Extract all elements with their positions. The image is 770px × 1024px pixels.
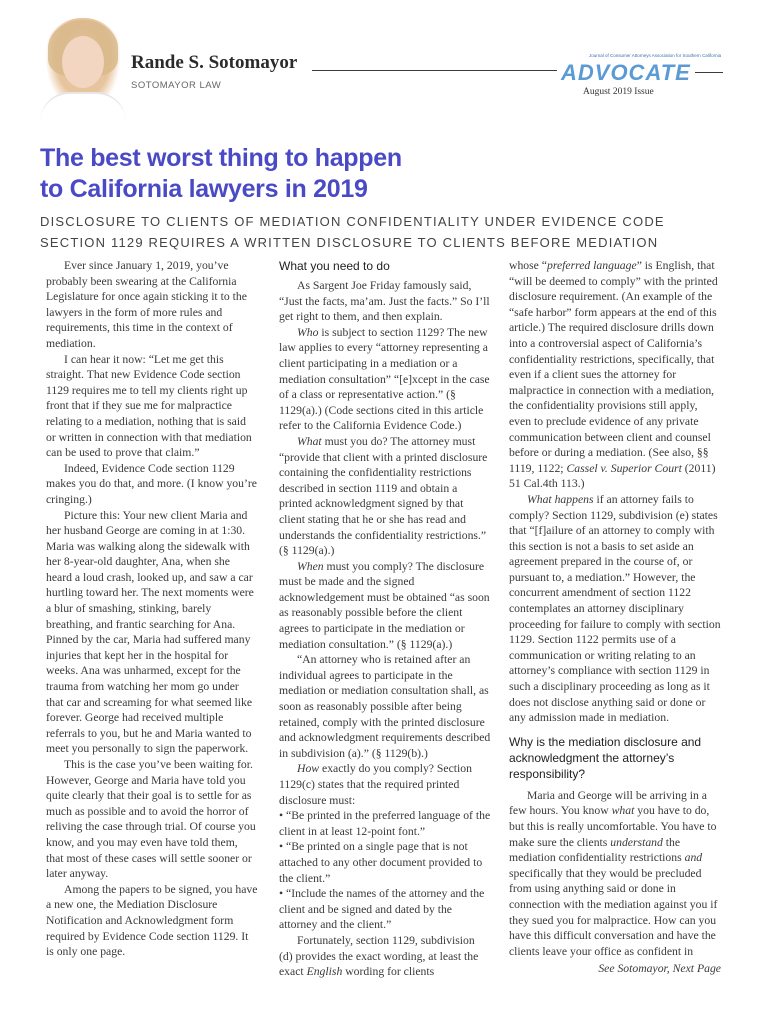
emphasis: When (297, 559, 324, 573)
headline-line: to California lawyers in 2019 (40, 175, 368, 203)
paragraph-text: Fortunately, section 1129, subdivision (d) provides the exact wording, at least the exact (279, 933, 479, 979)
paragraph (509, 788, 721, 960)
continued-link[interactable]: See Sotomayor, Next Page (598, 962, 721, 976)
paragraph: Indeed, Evidence Code section 1129 makes you do that, and more. (I know you’re cringing.) (46, 461, 257, 506)
paragraph-text: (2011) 51 Cal.4th 113.) (509, 461, 716, 491)
paragraph-text: the mediation confidentiality restrictions (509, 835, 685, 865)
paragraph-text: specifically that they would be precluded from using anything said or done in connection with the mediation against you if they sued you for malpractice. How can you have this difficult conversation and have the clients leave your office as confident in (509, 866, 718, 958)
author-photo-face (62, 36, 104, 88)
section-heading: What you need to do (279, 259, 390, 273)
paragraph-text: whose “ (509, 259, 547, 272)
paragraph (509, 492, 721, 726)
emphasis: What happens (527, 492, 594, 506)
article-column-1 (46, 258, 258, 960)
paragraph (279, 434, 491, 559)
paragraph: Picture this: Your new client Maria and her husband George are coming in at 1:30. Maria was walking along the sidewalk with her 8-year-old daughter, Ana, when she heard a loud crash, looked up, and saw a car hurtling toward her. The next moments were a blur of smashing, stinking, barely breathing, and frantic searching for Ana. Pinned by the car, Maria had suffered many injuries that kept her in the hospital for weeks. Ana was unharmed, except for the trauma from watching her mom go under that car and screaming for what seemed like forever. George had received multiple referrals to you, but he and Maria wanted to meet you personally to sign the paperwork. (46, 508, 254, 756)
paragraph-text: must you do? The attorney must “provide that client with a printed disclosure containing the confidentiality restrictions described in section 1119 and obtain a printed acknowledgment signed by that client stating that he or she has read and understands the confidentiality restrictions.” (§ 1129(a).) (279, 434, 488, 558)
emphasis: and (684, 851, 703, 865)
emphasis: English (306, 965, 343, 979)
article-column-3 (509, 258, 721, 977)
paragraph (509, 258, 721, 492)
emphasis: preferred language (546, 259, 637, 272)
paragraph-text: you have to do, but this is really uncomfortable. You have to make sure the clients (509, 804, 717, 849)
paragraph: As Sargent Joe Friday famously said, “Just the facts, ma’am. Just the facts.” So I’ll get right to them, and then explain. (279, 279, 490, 324)
author-org: SOTOMAYOR LAW (131, 80, 222, 91)
emphasis: What (297, 434, 322, 448)
emphasis: understand (610, 835, 663, 849)
paragraph-text: is subject to section 1129? The new law applies to every “attorney representing a client participating in a mediation or a mediation consultation” “[e]xcept in the case of a class or representative action.” (§ 1129(a).) (Code sections cited in this article refer to the California Evidence Code.) (279, 325, 490, 433)
paragraph-text: must you comply? The disclosure must be made and the signed acknowledgement must be obtained “as soon as reasonably possible before the client agrees to participate in the mediation or mediation consultation.” (§ 1129(a).) (279, 559, 490, 651)
paragraph-text: Maria and George will be arriving in a few hours. You know (509, 788, 707, 818)
author-photo (40, 18, 126, 120)
subhead-line: SECTION 1129 REQUIRES A WRITTEN DISCLOSURE TO CLIENTS BEFORE MEDIATION (40, 235, 659, 250)
author-photo-shoulders (40, 92, 126, 122)
paragraph-text: ” is English, that “will be deemed to comply” with the printed disclosure requirement. (An example of the “safe harbor” form appears at the end of this article.) The required disclosure drills down into a controversial aspect of California’s confidentiality restrictions, specifically, that even if a client sues the attorney for malpractice in connection with a mediation, the confidentiality provisions still apply, even to preclude evidence of any private communication between client and counsel before or during a mediation. (See also, §§ 1119, 1122; (509, 259, 718, 475)
bullet-item: • “Be printed on a single page that is not attached to any other document provided to the client.” (279, 840, 483, 885)
paragraph (279, 325, 491, 434)
author-rule (312, 70, 557, 71)
publication-tagline: Journal of Consumer Attorneys Association for Southern California (589, 53, 722, 58)
paragraph-text: if an attorney fails to comply? Section 1129, subdivision (e) states that “[f]ailure of an attorney to comply with this section is not a basis to set aside an agreement prepared in the course of, or pursuant to, a mediation.” However, the concurrent amendment of section 1122 contemplates an attorney disciplinary proceeding for failure to comply with section 1129. Section 1122 permits use of a communication or writing relating to an attorney’s compliance with section 1129 in such a disciplinary proceeding as long as it does not disclose anything said or done or any admission made in mediation. (509, 492, 721, 725)
bullet-item: • “Be printed in the preferred language of the client in at least 12-point font.” (279, 809, 491, 838)
author-name: Rande S. Sotomayor (131, 52, 298, 73)
headline-line: The best worst thing to happen (40, 144, 402, 172)
paragraph: I can hear it now: “Let me get this straight. That new Evidence Code section 1129 requires me to tell my clients right up front that if they sue me for malpractice relating to a mediation, nothing that is said or written in connection with that mediation can be used to prove that claim.” (46, 352, 252, 460)
paragraph: “An attorney who is retained after an individual agrees to participate in the mediation or mediation consultation shall, as soon as reasonably possible after being retained, comply with the printed disclosure and acknowledgment requirements described in subdivision (a).” (§ 1129(b).) (279, 653, 491, 760)
case-citation: Cassel v. Superior Court (566, 461, 682, 475)
article-subhead (40, 211, 740, 253)
bullet-item: • “Include the names of the attorney and the client and be signed and dated by the attorney and the client.” (279, 887, 485, 932)
article-column-2 (279, 258, 491, 980)
paragraph (279, 559, 491, 653)
paragraph: Ever since January 1, 2019, you’ve probably been swearing at the California Legislature for once again sticking it to the lawyers in the form of more rules and requirements, this time in the context of mediation. (46, 259, 247, 350)
paragraph (279, 761, 491, 808)
issue-date: August 2019 Issue (583, 87, 654, 97)
paragraph-text: exactly do you comply? Section 1129(c) states that the required printed disclosure must: (279, 762, 472, 807)
emphasis: Who (297, 325, 319, 339)
section-heading: Why is the mediation disclosure and acknowledgment the attorney’s responsibility? (509, 734, 702, 781)
paragraph (279, 933, 491, 980)
emphasis: How (297, 762, 320, 776)
paragraph: Among the papers to be signed, you have a new one, the Mediation Disclosure Notification and Acknowledgment form required by Evidence Code section 1129. It is only one page. (46, 882, 258, 959)
publication-rule (695, 72, 723, 73)
emphasis: what (611, 804, 635, 818)
paragraph: This is the case you’ve been waiting for. However, George and Maria have told you quite clearly that their goal is to settle for as much as possible and to avoid the horror of reliving the case through trial. Of course you know, and you may even have told them, that most of these cases will settle sooner or later anyway. (46, 758, 256, 881)
publication-logo: ADVOCATE (561, 60, 691, 85)
article-headline (40, 143, 600, 205)
paragraph-text: wording for clients (342, 965, 435, 979)
subhead-line: DISCLOSURE TO CLIENTS OF MEDIATION CONFIDENTIALITY UNDER EVIDENCE CODE (40, 214, 665, 229)
